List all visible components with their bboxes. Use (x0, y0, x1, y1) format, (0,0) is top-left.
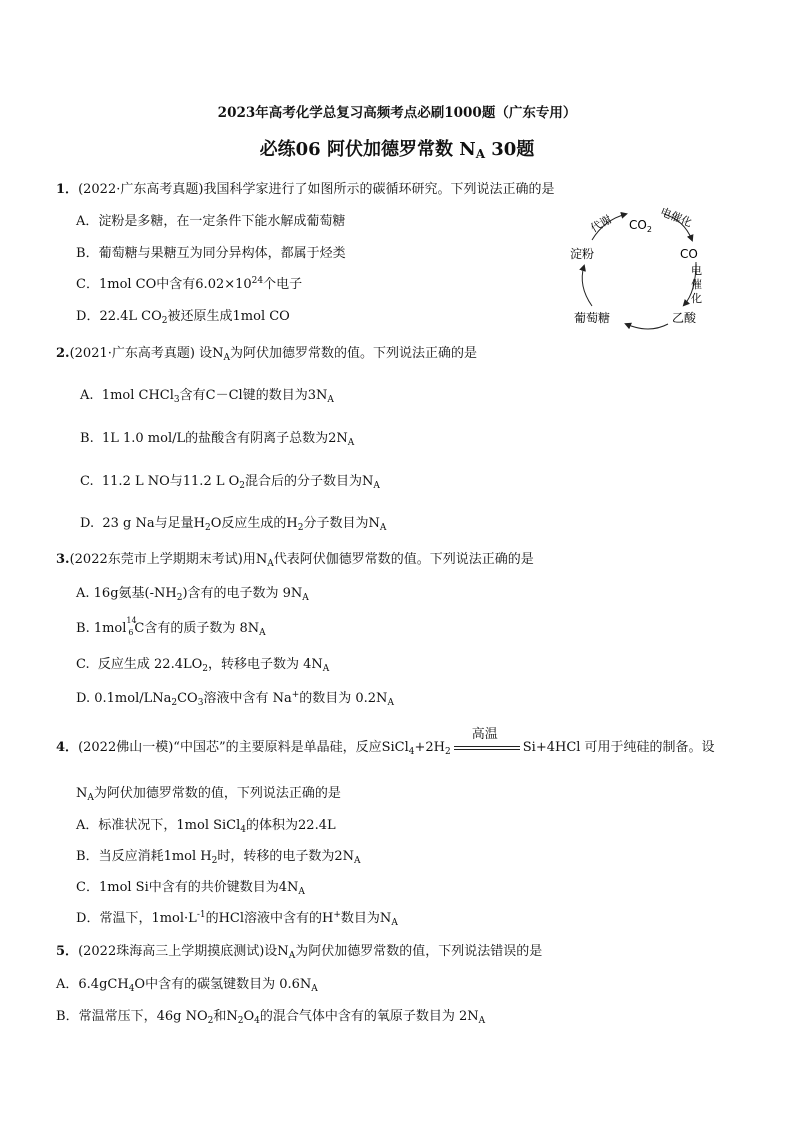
arrow-acetic-acid-to-glucose (626, 324, 668, 329)
question-1-option-d: D．22.4L $CO_2$被还原生成1mol CO (76, 309, 290, 326)
question-4-stem-continued: $N_A$为阿伏加德罗常数的值，下列说法正确的是 (76, 786, 341, 803)
arrow-glucose-to-starch (582, 266, 592, 306)
reaction-condition-arrow: 高温 (454, 741, 520, 755)
question-4-stem: 4．(2022佛山一模)“中国芯”的主要原料是单晶硅，反应$SiCl_4+2H_2$ 高温 Si+4HCl 可用于纯硅的制备。设 (56, 726, 715, 757)
question-3-option-c: C. 反应生成 $22.4LO_2$，转移电子数为 $4N_A$ (76, 657, 330, 674)
question-1-stem: 1．(2022·广东高考真题)我国科学家进行了如图所示的碳循环研究。下列说法正确的是 (56, 182, 555, 197)
question-3-option-b: B. 1mol 14 6 C含有的质子数为 $8N_A$ (76, 616, 266, 638)
question-2-option-d: D. 23 g Na与足量$H_2O$反应生成的$H_2$分子数目为$N_A$ (80, 516, 387, 533)
question-1-option-a: A．淀粉是多糖，在一定条件下能水解成葡萄糖 (76, 214, 346, 229)
question-2-option-b: B. 1L 1.0 mol/L的盐酸含有阴离子总数为$2N_A$ (80, 431, 355, 448)
label-metabolism: 代谢 (588, 212, 614, 236)
question-3-option-d: D. $0.1mol/LNa_2CO_3$溶液中含有 Na+的数目为 $0.2N_A$ (76, 690, 394, 708)
question-4-option-b: B．当反应消耗1mol $H_2$时，转移的电子数为$2N_A$ (76, 849, 361, 866)
carbon-cycle-diagram (564, 200, 734, 335)
node-co: CO (680, 247, 698, 261)
label-electrocatalysis-2b: 催 (691, 278, 702, 291)
label-electrocatalysis-2a: 电 (691, 264, 702, 277)
question-3-stem: 3.(2022东莞市上学期期末考试)用$N_A$代表阿伏伽德罗常数的值。下列说法正确的是 (56, 552, 534, 569)
question-4-option-c: C．1mol Si中含有的共价键数目为$4N_A$ (76, 880, 305, 897)
label-electrocatalysis-1: 电催化 (658, 205, 694, 230)
question-3-option-a: A. 16g氨基$(-NH_2)$含有的电子数为 $9N_A$ (76, 586, 309, 603)
question-2-option-c: C. 11.2 L NO与11.2 L $O_2$混合后的分子数目为$N_A$ (80, 474, 380, 491)
node-glucose: 葡萄糖 (574, 311, 611, 325)
question-5-option-a: A．6.4gCH$_4$O中含有的碳氢键数目为 $0.6N_A$ (56, 977, 318, 994)
question-4-option-a: A．标准状况下，1mol SiCl$_4$的体积为22.4L (76, 818, 336, 835)
document-title: 必练06 阿伏加德罗常数 $N_A$ 30题 (259, 139, 535, 161)
question-4-option-d: D．常温下，$1mol\cdot L^{-1}$的HCl溶液中含有的H+数目为$N_A$ (76, 910, 398, 928)
question-1-option-c: C．1mol CO中含有$6.02\times 10^{24}$个电子 (76, 276, 303, 292)
node-starch: 淀粉 (570, 247, 595, 261)
question-2-stem: 2.(2021·广东高考真题) 设$N_A$为阿伏加德罗常数的值。下列说法正确的是 (56, 346, 477, 363)
node-acetic-acid: 乙酸 (672, 311, 697, 325)
question-5-stem: 5．(2022珠海高三上学期摸底测试)设$N_A$为阿伏加德罗常数的值，下列说法错误的是 (56, 944, 543, 961)
label-electrocatalysis-2c: 化 (691, 292, 702, 305)
question-1-option-b: B．葡萄糖与果糖互为同分异构体，都属于烃类 (76, 246, 346, 261)
question-2-option-a: A. 1mol CHCl$_3$含有C－Cl键的数目为$3N_A$ (80, 388, 334, 405)
question-5-option-b: B．常温常压下，46g $NO_2$和$N_2O_4$的混合气体中含有的氧原子数目为 $2N_A$ (56, 1009, 486, 1026)
document-header: 2023年高考化学总复习高频考点必刷1000题（广东专用） (217, 105, 577, 121)
node-co2: $CO_2$ (629, 218, 652, 234)
